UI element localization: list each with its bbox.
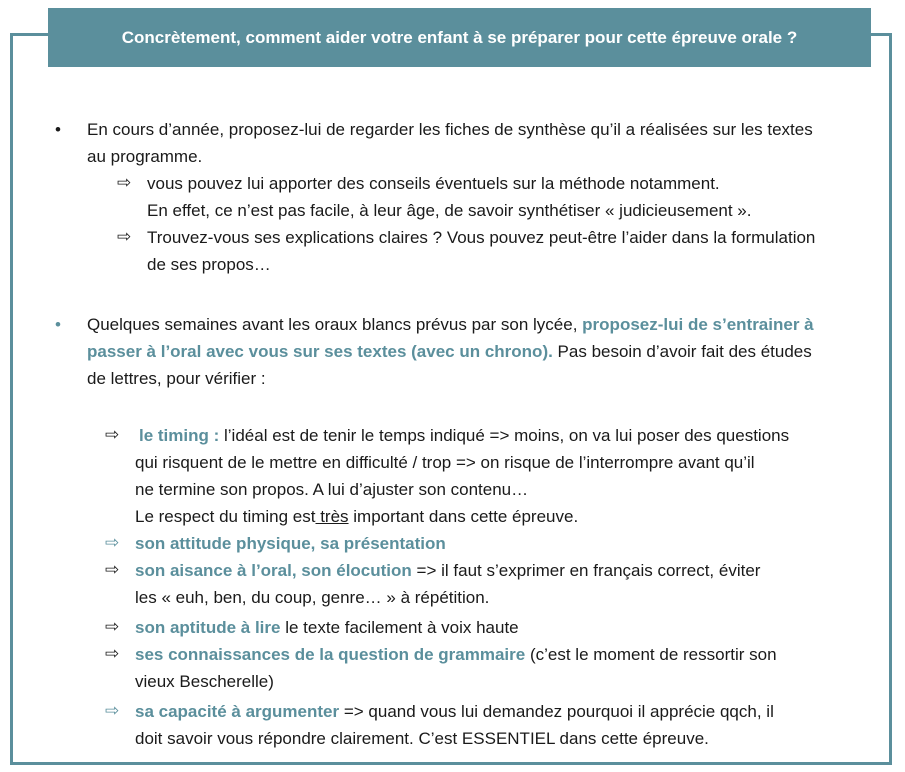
title-text: Concrètement, comment aider votre enfant à se préparer pour cette épreuve orale ?: [121, 27, 798, 47]
arrow-right-icon: ⇨: [117, 173, 132, 193]
timing-bold: le timing :: [139, 426, 220, 445]
aisance-bold: son aisance à l’oral, son élocution: [135, 561, 412, 580]
s2-line-2: [87, 338, 812, 365]
attitude-line: [135, 530, 446, 557]
grammaire-line-1: [135, 641, 777, 668]
arrow-right-icon: ⇨: [117, 227, 132, 247]
arrow-right-icon: ⇨: [105, 617, 120, 637]
grammaire-line-2: vieux Bescherelle): [135, 672, 274, 691]
attitude-bold: son attitude physique, sa présentation: [135, 534, 446, 553]
aisance-text: => il faut s’exprimer en français correct, éviter: [411, 561, 761, 580]
section-title: [48, 8, 871, 67]
timing-line-4-b: important dans cette épreuve.: [348, 507, 579, 526]
lire-text: le texte facilement à voix haute: [280, 618, 519, 637]
timing-line-2: qui risquent de le mettre en difficulté / trop => on risque de l’interrompre avant qu’il: [135, 453, 755, 472]
aisance-line-2: les « euh, ben, du coup, genre… » à répétition.: [135, 588, 490, 607]
arrow-right-icon: ⇨: [105, 533, 120, 553]
timing-line-1: [139, 422, 789, 449]
s2-line-1-bold: proposez-lui de s’entrainer à: [582, 315, 814, 334]
s2-line-2-text: Pas besoin d’avoir fait des études: [552, 342, 812, 361]
argumenter-line-2: doit savoir vous répondre clairement. C’est ESSENTIEL dans cette épreuve.: [135, 729, 709, 748]
timing-line-4-a: Le respect du timing est: [135, 507, 316, 526]
timing-text: l’idéal est de tenir le temps indiqué => moins, on va lui poser des questions: [219, 426, 790, 445]
s1-line-2: au programme.: [87, 147, 203, 166]
grammaire-bold: ses connaissances de la question de grammaire: [135, 645, 526, 664]
s1-arrow2-line-2: de ses propos…: [147, 255, 271, 274]
arrow-right-icon: ⇨: [105, 644, 120, 664]
lire-bold: son aptitude à lire: [135, 618, 281, 637]
timing-line-4: [135, 503, 578, 530]
argumenter-text: => quand vous lui demandez pourquoi il apprécie qqch, il: [339, 702, 774, 721]
bullet-2: •: [55, 315, 61, 334]
s1-arrow1-line-1: vous pouvez lui apporter des conseils éventuels sur la méthode notamment.: [147, 174, 720, 193]
s2-line-1: [87, 311, 814, 338]
s2-line-2-bold: passer à l’oral avec vous sur ses textes (avec un chrono).: [87, 342, 553, 361]
s1-arrow2-line-1: Trouvez-vous ses explications claires ? Vous pouvez peut-être l’aider dans la formulation: [147, 228, 816, 247]
arrow-right-icon: ⇨: [105, 701, 120, 721]
timing-line-3: ne termine son propos. A lui d’ajuster son contenu…: [135, 480, 529, 499]
lire-line: [135, 614, 519, 641]
arrow-right-icon: ⇨: [105, 560, 120, 580]
bullet-1: •: [55, 120, 61, 139]
s2-line-1-text: Quelques semaines avant les oraux blancs prévus par son lycée,: [87, 315, 583, 334]
s1-arrow1-line-2: En effet, ce n’est pas facile, à leur âge, de savoir synthétiser « judicieusement ».: [147, 201, 752, 220]
s2-line-3: de lettres, pour vérifier :: [87, 369, 266, 388]
timing-line-4-underlined: très: [315, 507, 349, 526]
grammaire-text: (c’est le moment de ressortir son: [525, 645, 777, 664]
argumenter-line-1: [135, 698, 774, 725]
argumenter-bold: sa capacité à argumenter: [135, 702, 340, 721]
s1-line-1: En cours d’année, proposez-lui de regarder les fiches de synthèse qu’il a réalisées sur les textes: [87, 120, 813, 139]
arrow-right-icon: ⇨: [105, 425, 120, 445]
aisance-line-1: [135, 557, 760, 584]
